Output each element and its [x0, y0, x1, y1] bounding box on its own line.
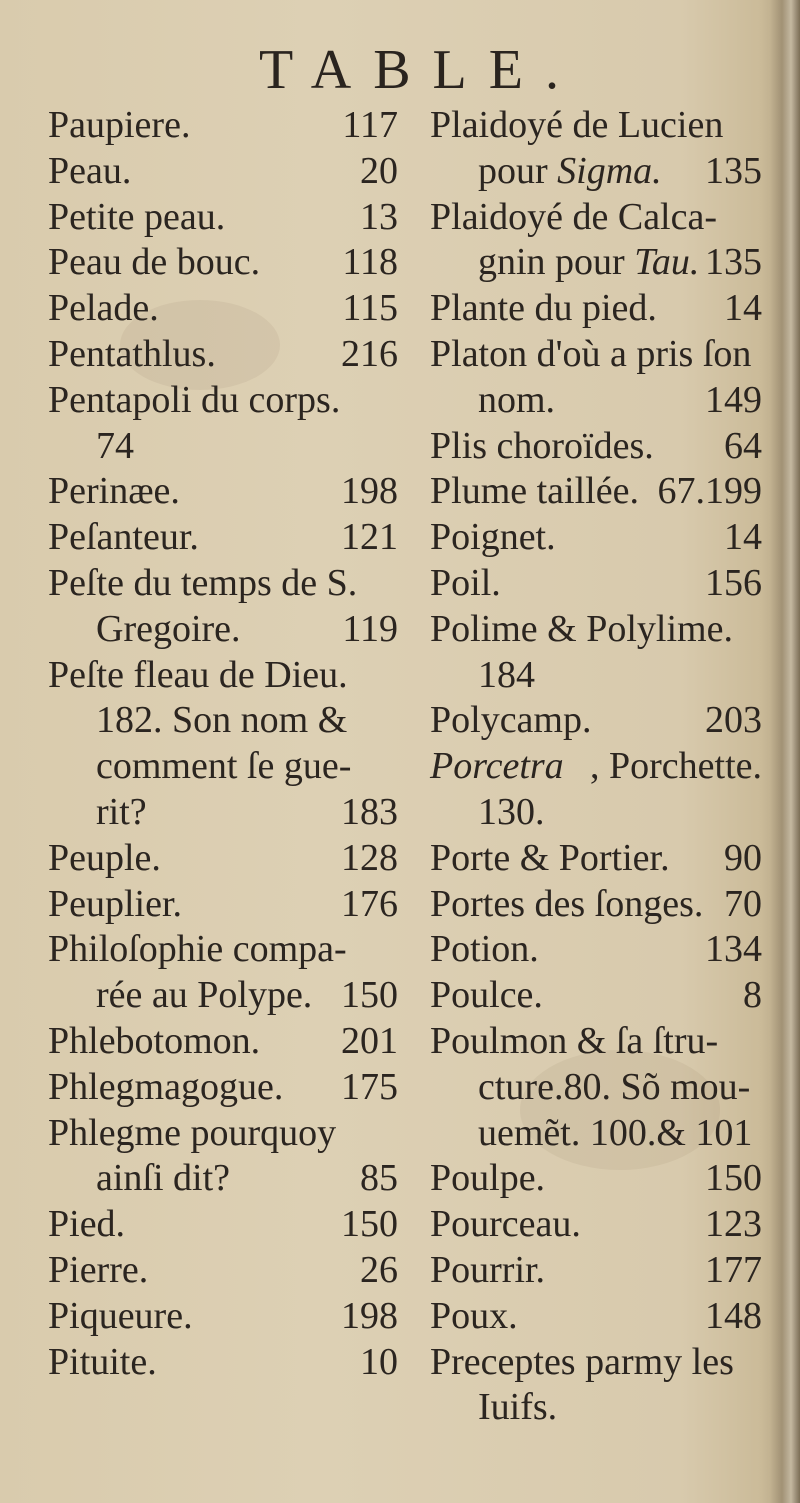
continuation-text	[478, 378, 555, 424]
index-entry	[430, 103, 762, 149]
entry-term: Poulce.	[430, 974, 543, 1017]
index-entry	[48, 653, 398, 699]
continuation-text	[96, 699, 347, 741]
page-title: TABLE.	[259, 39, 581, 101]
index-entry	[430, 424, 762, 470]
index-entry	[430, 195, 762, 241]
entry-term: Plante du pied.	[430, 287, 657, 330]
index-entry	[48, 1202, 398, 1248]
continuation-text	[478, 1066, 750, 1108]
index-entry-continuation	[430, 1065, 762, 1111]
index-entry	[430, 973, 762, 1019]
continuation-text	[96, 425, 134, 467]
index-entry	[48, 332, 398, 378]
entry-term: Petite peau.	[48, 195, 226, 238]
index-entry-continuation	[48, 698, 398, 744]
entry-page-number: 13	[360, 195, 398, 238]
entry-page-number: 70	[724, 882, 762, 925]
index-entry	[430, 1248, 762, 1294]
continuation-term: Gregoire.	[96, 607, 241, 650]
entry-page-number: 135	[705, 241, 762, 284]
continuation-term: ainſi dit?	[96, 1157, 231, 1200]
entry-term: Pelade.	[48, 287, 159, 330]
entry-term: Paupiere.	[48, 104, 191, 146]
entry-term: Poil.	[430, 561, 501, 604]
entry-term: Porte & Portier.	[430, 836, 670, 879]
index-entry	[48, 378, 398, 424]
entry-page-number: 119	[342, 607, 398, 650]
entry-page-number: 150	[341, 1203, 398, 1246]
continuation-term: gnin pour	[478, 241, 625, 284]
entry-term: Perinæe.	[48, 470, 180, 513]
entry-page-number: 150	[341, 974, 398, 1017]
index-entry-continuation	[430, 240, 762, 286]
entry-page-number: 123	[705, 1203, 762, 1246]
continuation-text	[478, 1112, 752, 1154]
entry-page-number: 117	[342, 104, 398, 146]
entry-page-number: , Porchette.	[589, 745, 762, 788]
continuation-text	[478, 1386, 557, 1428]
entry-page-number: 150	[705, 1157, 762, 1200]
continuation-term: pour	[478, 149, 548, 192]
index-entry-continuation	[48, 973, 398, 1019]
entry-page-number: 156	[705, 561, 762, 604]
index-entry	[48, 882, 398, 928]
index-entry	[430, 836, 762, 882]
entry-page-number: 203	[705, 699, 762, 742]
continuation-text	[478, 791, 545, 833]
index-entry-continuation	[430, 378, 762, 424]
entry-term: Pourceau.	[430, 1203, 581, 1246]
continuation-italic: Sigma.	[557, 149, 662, 192]
entry-term: Peuplier.	[48, 882, 183, 925]
entry-term: Pentathlus.	[48, 332, 216, 375]
continuation-text	[96, 790, 147, 836]
entry-term: Polime & Polylime.	[430, 607, 733, 650]
continuation-term: Iuifs.	[478, 1386, 558, 1429]
entry-term: Pituite.	[48, 1340, 157, 1383]
entry-page-number: 8	[743, 974, 762, 1017]
entry-term: Peſte fleau de Dieu.	[48, 653, 348, 696]
index-entry	[48, 1111, 398, 1157]
index-entry	[48, 149, 398, 195]
index-entry	[430, 515, 762, 561]
index-entry	[48, 103, 398, 149]
continuation-term: 130.	[478, 790, 545, 833]
entry-page-number: 14	[724, 287, 762, 330]
entry-term: Piqueure.	[48, 1294, 193, 1337]
index-entry	[48, 1340, 398, 1386]
index-entry-continuation	[430, 1385, 762, 1431]
entry-page-number: 183	[341, 790, 398, 833]
entry-term: Plume taillée.	[430, 470, 639, 513]
entry-term: Preceptes parmy les	[430, 1340, 734, 1383]
index-entry	[48, 1065, 398, 1111]
index-entry-continuation	[48, 744, 398, 790]
continuation-term: rit?	[96, 790, 147, 833]
entry-term: Pied.	[48, 1203, 126, 1246]
entry-term: Plaidoyé de Lucien	[430, 104, 724, 146]
entry-page-number: 118	[342, 241, 398, 284]
index-entry	[430, 469, 762, 515]
entry-page-number: 198	[341, 470, 398, 513]
entry-page-number: 64	[724, 424, 762, 467]
continuation-term: 74	[96, 424, 134, 467]
index-entry-continuation	[430, 653, 762, 699]
index-entry	[430, 882, 762, 928]
page-edge	[770, 0, 800, 1503]
index-entry	[430, 1019, 762, 1065]
entry-page-number: 148	[705, 1294, 762, 1337]
index-entry-continuation	[430, 790, 762, 836]
entry-term: Philoſophie compa-	[48, 928, 347, 971]
entry-term: Plaidoyé de Calca-	[430, 195, 718, 238]
entry-term: Poulmon & ſa ſtru-	[430, 1019, 719, 1062]
index-entry	[430, 1202, 762, 1248]
index-entry-continuation	[430, 1111, 762, 1157]
index-entry	[430, 744, 762, 790]
index-entry	[430, 1294, 762, 1340]
entry-page-number: 128	[341, 836, 398, 879]
entry-term: Polycamp.	[430, 699, 592, 742]
continuation-text	[478, 149, 662, 195]
entry-term: Plis choroïdes.	[430, 424, 654, 467]
entry-term: Porcetra	[430, 745, 564, 788]
entry-page-number: 149	[705, 378, 762, 421]
entry-page-number: 135	[705, 149, 762, 192]
index-entry	[48, 286, 398, 332]
entry-term: Peau de bouc.	[48, 241, 261, 284]
index-entry	[430, 1156, 762, 1202]
index-entry	[48, 1248, 398, 1294]
entry-page-number: 115	[342, 287, 398, 330]
entry-page-number: 14	[724, 516, 762, 559]
entry-term: Pierre.	[48, 1248, 149, 1291]
continuation-text	[478, 240, 699, 286]
index-entry	[48, 561, 398, 607]
entry-page-number: 85	[360, 1157, 398, 1200]
entry-term: Peuple.	[48, 836, 161, 879]
entry-term: Portes des ſonges.	[430, 882, 704, 925]
entry-term: Peſanteur.	[48, 516, 199, 559]
entry-term: Phlebotomon.	[48, 1019, 261, 1062]
index-entry-continuation	[48, 607, 398, 653]
entry-term: Poux.	[430, 1294, 518, 1337]
index-entry-continuation	[430, 149, 762, 195]
entry-term: Pourrir.	[430, 1248, 546, 1291]
index-entry	[48, 469, 398, 515]
entry-term: Peau.	[48, 149, 132, 192]
index-entry-continuation	[48, 1156, 398, 1202]
entry-term: Platon d'où a pris ſon	[430, 332, 752, 375]
continuation-text	[96, 1156, 230, 1202]
index-entry	[430, 1340, 762, 1386]
index-entry	[430, 698, 762, 744]
entry-page-number: 216	[341, 332, 398, 375]
index-column-left	[48, 103, 398, 1385]
index-entry	[430, 286, 762, 332]
continuation-term: comment ſe gue-	[96, 745, 352, 788]
continuation-term: 182. Son nom &	[96, 699, 348, 742]
index-column-right	[430, 103, 762, 1431]
index-entry-continuation	[48, 790, 398, 836]
index-entry	[48, 515, 398, 561]
continuation-text	[478, 654, 535, 696]
index-entry	[430, 561, 762, 607]
entry-term: Potion.	[430, 928, 539, 971]
entry-term: Poignet.	[430, 516, 556, 559]
continuation-italic: Tau.	[634, 241, 700, 284]
entry-page-number: 177	[705, 1248, 762, 1291]
entry-page-number: 121	[341, 516, 398, 559]
continuation-term: uemẽt. 100.& 101	[478, 1111, 753, 1154]
continuation-term: nom.	[478, 378, 556, 421]
entry-term: Peſte du temps de S.	[48, 561, 358, 604]
continuation-text	[96, 745, 351, 787]
index-entry	[48, 240, 398, 286]
entry-page-number: 175	[341, 1065, 398, 1108]
entry-page-number: 134	[705, 928, 762, 971]
index-entry	[48, 927, 398, 973]
index-entry	[430, 607, 762, 653]
index-entry	[48, 1294, 398, 1340]
continuation-text	[96, 607, 241, 653]
entry-page-number: 10	[360, 1340, 398, 1383]
entry-page-number: 26	[360, 1248, 398, 1291]
continuation-term: cture.80. Sõ mou-	[478, 1065, 751, 1108]
entry-page-number: 176	[341, 882, 398, 925]
index-entry	[48, 1019, 398, 1065]
entry-page-number: 20	[360, 149, 398, 192]
entry-page-number: 67.199	[657, 470, 762, 513]
continuation-term: 184	[478, 653, 535, 696]
index-entry-continuation	[48, 424, 398, 470]
entry-page-number: 90	[724, 836, 762, 879]
entry-term: Poulpe.	[430, 1157, 546, 1200]
index-entry	[430, 927, 762, 973]
index-entry	[48, 195, 398, 241]
entry-term: Phlegmagogue.	[48, 1065, 284, 1108]
entry-term: Pentapoli du corps.	[48, 378, 341, 421]
entry-term: Phlegme pourquoy	[48, 1111, 337, 1154]
index-entry	[48, 836, 398, 882]
entry-page-number: 201	[341, 1019, 398, 1062]
continuation-term: rée au Polype.	[96, 974, 313, 1017]
entry-page-number: 198	[341, 1294, 398, 1337]
continuation-text	[96, 973, 312, 1019]
index-entry	[430, 332, 762, 378]
